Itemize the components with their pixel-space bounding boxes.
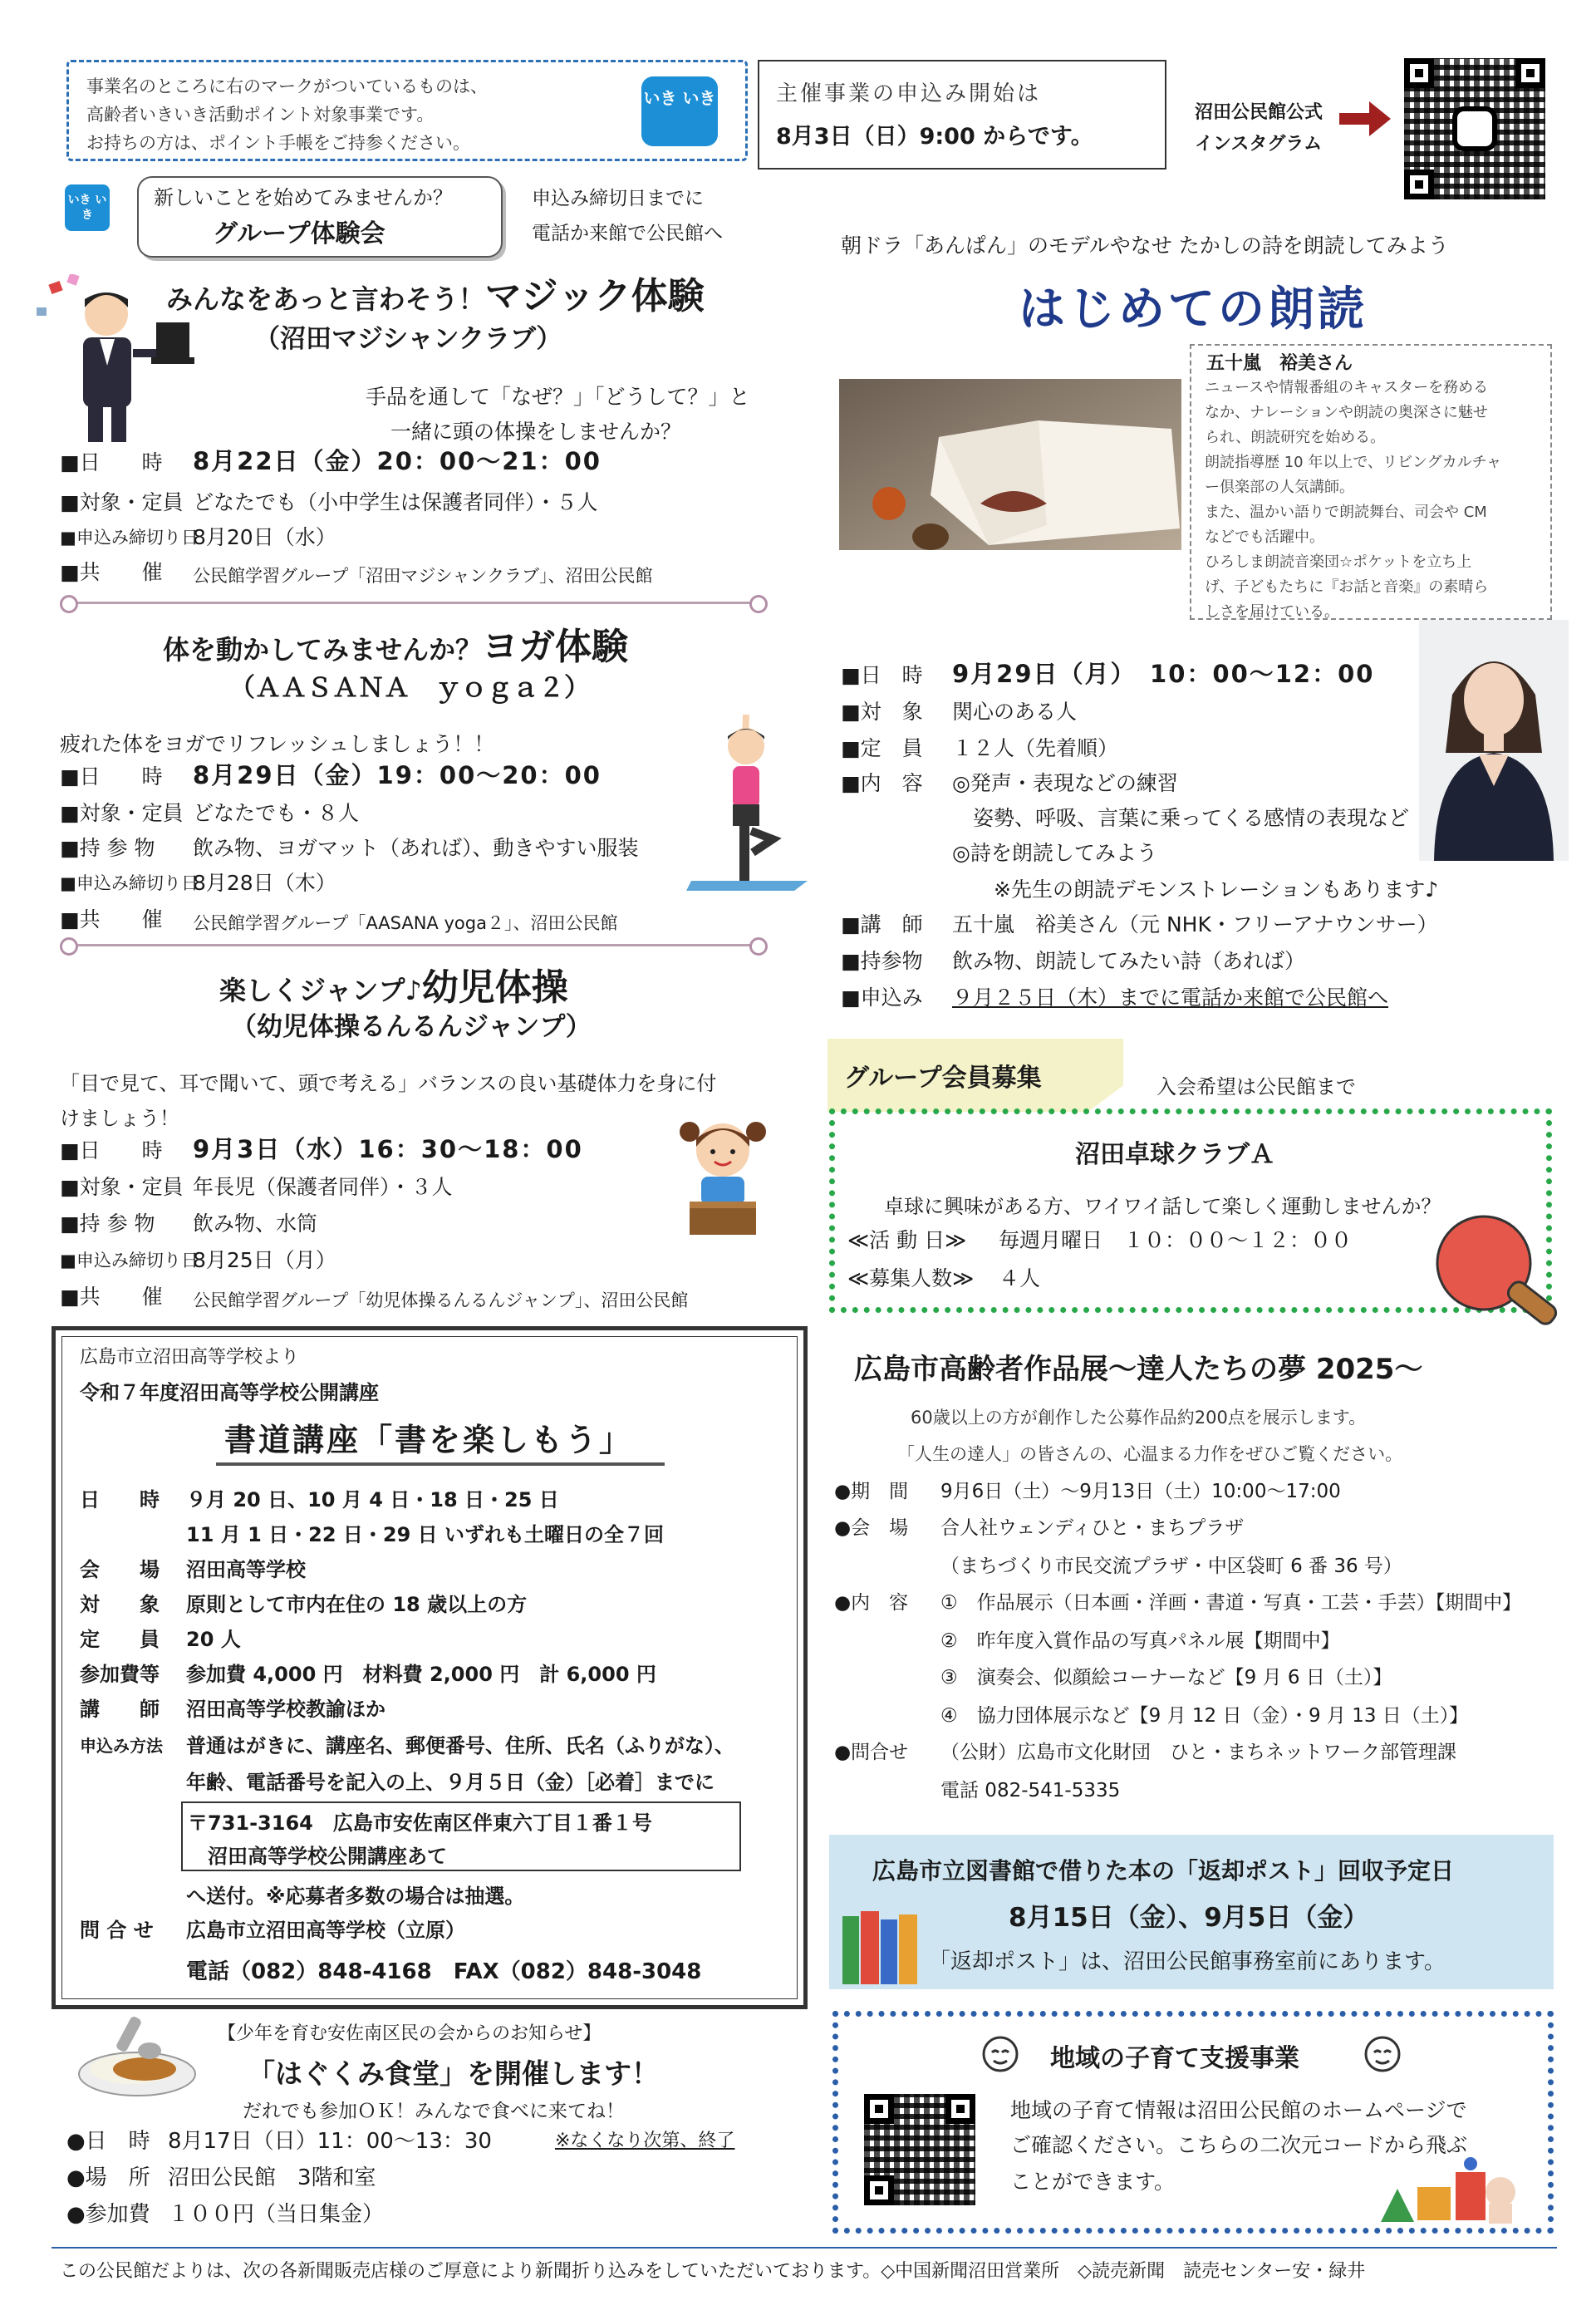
highschool-title: 書道講座「書を楽しもう」 <box>224 1422 634 1458</box>
reading-row-bring-key: ■持参物 <box>841 949 923 973</box>
kids-title-main: 幼児体操 <box>421 966 568 1009</box>
reading-row-lecturer-value: 五十嵐 裕美さん（元 NHK・フリーアナウンサー） <box>952 912 1438 936</box>
reading-title: はじめての朗読 <box>1019 283 1368 337</box>
hs-row-date-2-value: 11 月 1 日・22 日・29 日 いずれも土曜日の全７回 <box>186 1523 665 1546</box>
exhibit-row-phone-value: 電話 082-541-5335 <box>940 1780 1121 1801</box>
bio-line: ニュースや情報番組のキャスターを務める <box>1205 379 1489 396</box>
hs-row-target-key: 対 象 <box>80 1593 160 1616</box>
start-notice-line-1: 主催事業の申込み開始は <box>776 81 1042 106</box>
hs-after: へ送付。※応募者多数の場合は抽選。 <box>186 1885 525 1908</box>
hs-row-fee-value: 参加費 4,000 円 材料費 2,000 円 計 6,000 円 <box>186 1663 656 1686</box>
hs-row-capacity-value: 20 人 <box>186 1628 241 1651</box>
exhibit-row-period-key: ●期 間 <box>834 1481 909 1502</box>
ping-pong-paddle-icon <box>1434 1213 1564 1338</box>
magic-row-date-value: 8月22日（金）20：00～21：00 <box>193 447 602 475</box>
ikiiki-badge-small-text: いき いき <box>67 194 107 222</box>
reading-lead: 朝ドラ「あんぱん」のモデルやなせ たかしの詩を朗読してみよう <box>841 233 1449 258</box>
hs-row-lecturer-value: 沼田高等学校教諭ほか <box>186 1698 385 1721</box>
food-row-date-value: 8月17日（日）11：00～13：30 <box>168 2129 492 2154</box>
yoga-row-date-key: ■日 時 <box>60 764 163 789</box>
kids-desc-1: 「目で見て、耳で聞いて、頭で考える」バランスの良い基礎体力を身に付 <box>60 1072 717 1095</box>
yoga-title-main: ヨガ体験 <box>482 626 629 668</box>
recruit-when-value: 毎週月曜日 １０：００～１２：００ <box>999 1228 1353 1252</box>
bio-line: また、温かい語りで朗読舞台、司会や CM <box>1205 504 1487 521</box>
reading-row-content-value: ◎発声・表現などの練習 <box>952 771 1178 795</box>
bio-line: ひろしま朗読音楽団☆ポケットを立ち上 <box>1205 553 1472 571</box>
magic-row-target-value: どなたでも（小中学生は保護者同伴）・５人 <box>193 490 598 514</box>
bio-line: られ、朗読研究を始める。 <box>1205 429 1386 446</box>
hs-row-contact-value: 広島市立沼田高等学校（立原） <box>186 1919 465 1942</box>
bio-line: などでも活躍中。 <box>1205 528 1324 546</box>
group-trial-side-1: 申込み締切日までに <box>532 188 704 209</box>
kids-row-host-key: ■共 催 <box>60 1285 163 1309</box>
footer-rule <box>52 2247 1557 2249</box>
hs-row-contact-key: 問 合 せ <box>80 1919 154 1942</box>
kids-row-bring-key: ■持 参 物 <box>60 1212 155 1236</box>
food-row-date-extra: ※なくなり次第、終了 <box>555 2131 735 2151</box>
exhibit-title: 広島市高齢者作品展～達人たちの夢 2025～ <box>854 1353 1423 1386</box>
food-row-place-value: 沼田公民館 3階和室 <box>168 2165 376 2190</box>
magic-row-date-key: ■日 時 <box>60 450 163 474</box>
childcare-line-3: ことができます。 <box>1010 2170 1176 2194</box>
bio-line: げ、子どもたちに『お話と音楽』の素晴ら <box>1205 578 1489 596</box>
bio-line: なか、ナレーションや朗読の奥深さに魅せ <box>1205 404 1488 421</box>
reading-row-date-value: 9月29日（月） 10：00～12：00 <box>952 660 1375 688</box>
magic-title-main: マジック体験 <box>484 275 705 317</box>
magician-illustration <box>33 274 199 449</box>
yoga-row-host-value: 公民館学習グループ「AASANA yoga２」、沼田公民館 <box>193 913 618 933</box>
divider-1 <box>68 602 759 604</box>
reading-row-date-key: ■日 時 <box>841 663 923 687</box>
hs-row-target-value: 原則として市内在住の 18 歳以上の方 <box>186 1593 528 1616</box>
kids-illustration <box>665 1113 781 1238</box>
points-notice-line-1: 事業名のところに右のマークがついているものは、 <box>86 76 488 96</box>
exhibit-row-venue-value: 合人社ウェンディひと・まちプラザ <box>940 1517 1245 1539</box>
childcare-qr-code[interactable] <box>864 2094 975 2205</box>
hs-row-lecturer-key: 講 師 <box>80 1698 160 1721</box>
childcare-line-2: ご確認ください。こちらの二次元コードから飛ぶ <box>1010 2133 1468 2157</box>
exhibit-row-venue-key: ●会 場 <box>834 1517 909 1539</box>
recruit-when-key: ≪活 動 日≫ <box>847 1228 967 1252</box>
recruit-note: 入会希望は公民館まで <box>1156 1075 1356 1099</box>
recruit-num-value: ４人 <box>999 1266 1041 1290</box>
kids-row-target-key: ■対象・定員 <box>60 1175 184 1199</box>
hs-row-capacity-key: 定 員 <box>80 1628 160 1651</box>
exhibit-row-contact-value: （公財）広島市文化財団 ひと・まちネットワーク部管理課 <box>940 1742 1456 1763</box>
reading-row-apply-key: ■申込み <box>841 985 923 1010</box>
kids-title <box>219 957 568 1010</box>
recruit-num-key: ≪募集人数≫ <box>847 1266 975 1290</box>
lecturer-photo <box>1419 620 1569 861</box>
highschool-course: 令和７年度沼田高等学校公開講座 <box>80 1381 379 1404</box>
points-notice-line-3: お持ちの方は、ポイント手帳をご持参ください。 <box>86 133 470 153</box>
kids-subtitle: （幼児体操るんるんジャンプ） <box>231 1012 592 1042</box>
magic-title-pre: みんなをあっと言わそう！ <box>166 283 485 315</box>
magic-row-host-value: 公民館学習グループ「沼田マジシャンクラブ」、沼田公民館 <box>193 566 653 586</box>
food-title: 「はぐくみ食堂」を開催します！ <box>248 2057 659 2090</box>
reading-row-target-value: 関心のある人 <box>952 700 1078 724</box>
exhibit-row-content-value: ① 作品展示（日本画・洋画・書道・写真・工芸・手芸）【期間中】 <box>940 1592 1522 1614</box>
kids-row-bring-value: 飲み物、水筒 <box>193 1212 318 1236</box>
hs-contact-phone: 電話（082）848-4168 FAX（082）848-3048 <box>186 1959 702 1984</box>
ikiiki-badge-text: いき いき <box>643 88 716 108</box>
ikiiki-points-icon <box>641 76 718 146</box>
reading-row-lecturer-key: ■講 師 <box>841 912 923 936</box>
hs-row-date-key: 日 時 <box>80 1488 160 1511</box>
exhibit-row-content-3-value: ③ 演奏会、似顔絵コーナーなど【9 月 6 日（土）】 <box>940 1667 1392 1688</box>
yoga-row-deadline-key: ■申込み締切り日 <box>60 873 199 893</box>
yoga-row-deadline-value: 8月28日（木） <box>193 871 336 895</box>
library-note: 「返却ポスト」は、沼田公民館事務室前にあります。 <box>929 1949 1446 1974</box>
childcare-title: 地域の子育て支援事業 <box>1050 2044 1299 2073</box>
start-notice-line-2: 8月3日（日）9:00 からです。 <box>776 124 1093 150</box>
food-head: 【少年を育む安佐南区民の会からのお知らせ】 <box>218 2023 602 2044</box>
instagram-label-2: インスタグラム <box>1195 134 1323 155</box>
bio-name: 五十嵐 裕美さん <box>1206 353 1353 374</box>
childcare-line-1: 地域の子育て情報は沼田公民館のホームページで <box>1010 2098 1467 2122</box>
recruit-desc: 卓球に興味がある方、ワイワイ話して楽しく運動しませんか？ <box>884 1195 1441 1218</box>
magic-subtitle: （沼田マジシャンクラブ） <box>254 324 562 354</box>
reading-row-content-3-value: ◎詩を朗読してみよう <box>952 841 1157 865</box>
magic-desc-2: 一緒に頭の体操をしませんか？ <box>390 420 682 444</box>
highschool-from: 広島市立沼田高等学校より <box>80 1347 300 1368</box>
exhibit-intro-2: 「人生の達人」の皆さんの、心温まる力作をぜひご覧ください。 <box>897 1444 1403 1464</box>
yoga-row-bring-value: 飲み物、ヨガマット（あれば）、動きやすい服装 <box>193 836 639 860</box>
highschool-title-underline <box>216 1462 665 1466</box>
magic-row-deadline-value: 8月20日（水） <box>193 525 336 549</box>
exhibit-row-content-key: ●内 容 <box>834 1592 909 1614</box>
recruit-tab-label: グループ会員募集 <box>844 1064 1042 1093</box>
baby-face-icon <box>977 2032 1024 2074</box>
kids-title-pre: 楽しくジャンプ♪ <box>219 975 422 1006</box>
group-trial-side-2: 電話か来館で公民館へ <box>532 223 723 244</box>
footer-text: この公民館だよりは、次の各新聞販売店様のご厚意により新聞折り込みをしていただいております。◇中国新聞沼田営業所 ◇読売新聞 読売センター安・緑井 <box>60 2261 1366 2282</box>
hs-row-apply-2-value: 年齢、電話番号を記入の上、９月５日（金）［必着］までに <box>186 1771 715 1794</box>
hs-address-1: 〒731-3164 広島市安佐南区伴東六丁目１番１号 <box>188 1811 652 1835</box>
kids-desc-2: けましょう！ <box>60 1107 179 1130</box>
reading-row-capacity-key: ■定 員 <box>841 736 923 760</box>
kids-row-date-value: 9月3日（水）16：30～18：00 <box>193 1135 583 1163</box>
kids-row-date-key: ■日 時 <box>60 1138 163 1162</box>
arrow-head-icon <box>1369 101 1391 136</box>
exhibit-row-period-value: 9月6日（土）～9月13日（土）10:00～17:00 <box>940 1481 1341 1502</box>
toys-illustration <box>1376 2155 1522 2230</box>
food-row-fee-value: １００円（当日集金） <box>168 2202 385 2227</box>
hs-row-venue-key: 会 場 <box>80 1558 160 1581</box>
ikiiki-points-icon-small <box>65 184 110 231</box>
hs-address-2: 沼田高等学校公開講座あて <box>208 1845 447 1868</box>
instagram-label-1: 沼田公民館公式 <box>1195 102 1323 123</box>
books-icon <box>839 1908 922 1988</box>
reading-row-content-2-value: 姿勢、呼吸、言葉に乗ってくる感情の表現など <box>952 806 1410 830</box>
yoga-title <box>163 617 628 670</box>
library-title: 広島市立図書館で借りた本の「返却ポスト」回収予定日 <box>872 1857 1455 1885</box>
exhibit-row-content-2-value: ② 昨年度入賞作品の写真パネル展【期間中】 <box>940 1630 1340 1652</box>
bio-line: しさを届けている。 <box>1205 603 1339 621</box>
magic-title <box>166 266 705 319</box>
hs-row-fee-key: 参加費等 <box>80 1663 160 1686</box>
points-notice-line-2: 高齢者いきいき活動ポイント対象事業です。 <box>86 105 435 125</box>
yoga-desc: 疲れた体をヨガでリフレッシュしましょう！！ <box>60 732 495 756</box>
hs-row-apply-value: 普通はがきに、講座名、郵便番号、住所、氏名（ふりがな）、 <box>186 1734 734 1757</box>
instagram-icon <box>1452 106 1497 151</box>
hs-row-venue-value: 沼田高等学校 <box>186 1558 306 1581</box>
baby-face-icon-2 <box>1359 2032 1406 2074</box>
kids-row-deadline-value: 8月25日（月） <box>193 1248 336 1272</box>
exhibit-intro-1: 60歳以上の方が創作した公募作品約200点を展示します。 <box>911 1408 1367 1428</box>
food-row-place-key: ●場 所 <box>66 2165 150 2190</box>
hs-row-date-value: ９月 20 日、10 月 4 日・18 日・25 日 <box>186 1488 559 1511</box>
yoga-title-pre: 体を動かしてみませんか？ <box>163 634 483 666</box>
yoga-row-target-key: ■対象・定員 <box>60 801 184 825</box>
magic-desc-1: 手品を通して「なぜ？」「どうして？」と <box>366 385 750 409</box>
yoga-subtitle: （ＡＡＳＡＮＡ ｙｏｇａ２） <box>229 673 590 703</box>
magic-row-target-key: ■対象・定員 <box>60 490 184 514</box>
magic-row-host-key: ■共 催 <box>60 560 163 584</box>
exhibit-row-content-4-value: ④ 協力団体展示など【9 月 12 日（金）・9 月 13 日（土）】 <box>940 1705 1469 1727</box>
library-dates: 8月15日（金）、9月5日（金） <box>1009 1903 1369 1933</box>
yoga-row-date-value: 8月29日（金）19：00～20：00 <box>193 761 602 789</box>
yoga-row-target-value: どなたでも・８人 <box>193 801 360 825</box>
curry-illustration <box>75 2011 199 2102</box>
reading-row-content-4-value: ※先生の朗読デモンストレーションもあります♪ <box>952 877 1439 902</box>
bio-text <box>1205 376 1550 625</box>
reading-row-capacity-value: １２人（先着順） <box>952 736 1119 760</box>
food-row-fee-key: ●参加費 <box>66 2202 150 2227</box>
exhibit-row-contact-key: ●問合せ <box>834 1742 909 1763</box>
kids-row-deadline-key: ■申込み締切り日 <box>60 1251 199 1271</box>
hs-row-apply-key: 申込み方法 <box>80 1736 163 1756</box>
group-trial-box-line-1: 新しいことを始めてみませんか？ <box>154 186 453 209</box>
group-trial-box-line-2: グループ体験会 <box>213 219 385 248</box>
yoga-illustration <box>686 715 811 897</box>
divider-2 <box>68 944 759 946</box>
reading-row-bring-value: 飲み物、朗読してみたい詩（あれば） <box>952 949 1306 973</box>
yoga-row-bring-key: ■持 参 物 <box>60 836 155 860</box>
magic-row-deadline-key: ■申込み締切り日 <box>60 528 199 548</box>
book-photo <box>839 379 1181 550</box>
bio-line: 朗読指導歴 10 年以上で、リビングカルチャ <box>1205 454 1502 471</box>
instagram-qr-code[interactable] <box>1404 58 1545 199</box>
bio-line: ー倶楽部の人気講師。 <box>1205 479 1354 496</box>
recruit-club: 沼田卓球クラブＡ <box>1075 1140 1274 1169</box>
reading-row-target-key: ■対 象 <box>841 700 923 724</box>
yoga-row-host-key: ■共 催 <box>60 907 163 931</box>
arrow-right-icon <box>1339 113 1373 125</box>
food-row-date-key: ●日 時 <box>66 2129 150 2154</box>
food-sub: だれでも参加ＯＫ！みんなで食べに来てね！ <box>243 2101 625 2122</box>
exhibit-row-venue-2-value: （まちづくり市民交流プラザ・中区袋町 6 番 36 号） <box>940 1556 1402 1577</box>
reading-row-apply-value: ９月２５日（木）までに電話か来館で公民館へ <box>952 985 1389 1010</box>
kids-row-target-value: 年長児（保護者同伴）・３人 <box>193 1175 453 1199</box>
kids-row-host-value: 公民館学習グループ「幼児体操るんるんジャンプ」、沼田公民館 <box>193 1290 689 1310</box>
reading-row-content-key: ■内 容 <box>841 771 923 795</box>
